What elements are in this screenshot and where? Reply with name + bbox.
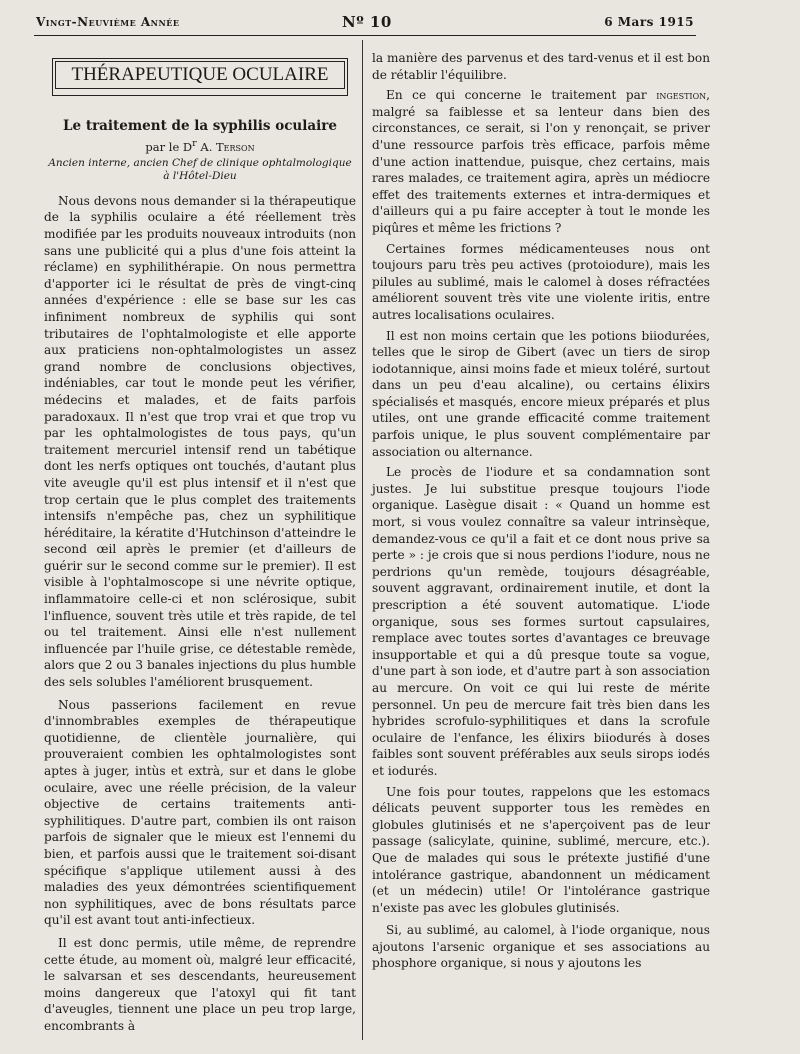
body-paragraph-9: Une fois pour toutes, rappelons que les estomacs délicats peuvent supporter tous les remèdes en globules glutinisés et ne s'aperçoivent pas de leur passage (salicylate, quinine, sublimé, mercure, etc.). Que de malades qui sous le prétexte justifié d'une intolérance gastrique, abandonnent un médicament (et un médecin) utile! Or l'intolérance gastrique n'existe pas avec les globules glutinisés. (372, 784, 710, 915)
issue-date: 6 Mars 1915 (604, 15, 694, 29)
body-paragraph-5 (372, 87, 710, 236)
body-paragraph-6: Certaines formes médicamenteuses nous ont toujours paru très peu actives (protoiodure), mais les pilules au sublimé, mais le calomel à doses réfractées améliorent souvent très vite une violente iritis, entre autres localisations oculaires. (372, 241, 710, 322)
left-column (44, 48, 356, 1035)
volume-label: Vingt-Neuvième Année (36, 15, 180, 29)
header-rule (34, 35, 696, 36)
body-paragraph-7: Il est non moins certain que les potions biiodurées, telles que le sirop de Gibert (avec un tiers de sirop iodotannique, ainsi moins fade et mieux toléré, surtout dans un peu d'eau alcaline), ou certains élixirs spécialisés et masqués, encore mieux préparés et plus utiles, ont une grande efficacité comme traitement parfois unique, le plus souvent complémentaire par association ou alternance. (372, 328, 710, 459)
body-paragraph-8: Le procès de l'iodure et sa condamnation sont justes. Je lui substitue presque toujours l'iode organique. Lasègue disait : « Quand un homme est mort, si vous voulez connaître sa valeur intrinsèque, demandez-vous ce qu'il a fait et ce dont nous prive sa perte » : je crois que si nous perdions l'iodure, nous ne perdrions qu'un remède, toujours désagréable, souvent aggravant, ordinairement inutile, et dont la prescription a été souvent automatique. L'iode organique, sous ses formes surtout capsulaires, remplace avec toutes sortes d'avantages ce breuvage insupportable et qui a dû presque toute sa vogue, d'une part à son iode, et d'autre part à son association au mercure. On voit ce qui lui reste de mérite personnel. Un peu de mercure fait très bien dans les hybrides scrofulo-syphilitiques et dans la scrofule oculaire de l'enfance, les élixirs biiodurés à doses faibles sont souvent préférables aux seuls sirops iodés et iodurés. (372, 465, 710, 778)
right-column (372, 48, 710, 972)
p5-rest: , malgré sa faiblesse et sa lenteur dans bien des circonstances, ce serait, si l'on y renonçait, se priver d'une ressource parfois très efficace, parfois même d'une action inattendue, puisque, chez certains, mais rares malades, ce traitement agira, après un médiocre effet des traitements externes et intra-dermiques et d'ailleurs qui a pu faire accepter à tout le monde les piqûres et même les frictions ? (372, 88, 710, 235)
issue-number: Nº 10 (342, 13, 392, 31)
body-paragraph-4: la manière des parvenus et des tard-venus et il est bon de rétablir l'équilibre. (372, 51, 710, 82)
running-head (36, 14, 694, 32)
byline-sup: r (192, 138, 197, 149)
p5-smallcaps: ingestion (656, 88, 707, 103)
p5-lead: En ce qui concerne le traitement par (386, 88, 657, 103)
author-affiliation-2: à l'Hôtel-Dieu (163, 169, 237, 182)
article-title: Le traitement de la syphilis oculaire (63, 118, 337, 134)
article-byline (44, 138, 356, 154)
body-paragraph-1: Nous devons nous demander si la thérapeutique de la syphilis oculaire a été réellement très modifiée par les produits nouveaux introduits (non sans une publicité qui a plus d'une fois atteint la réclame) en syphilithérapie. On nous permettra d'apporter ici le résultat de près de vingt-cinq années d'expérience : elle se base sur les cas infiniment nombreux de syphilis qui sont tributaires de l'ophtalmologiste et elle apporte aux praticiens non-ophtalmologistes un assez grand nombre de conclusions objectives, indéniables, car tout le monde peut les vérifier, médecins et malades, et de faits parfois paradoxaux. Il n'est que trop vrai et que trop vu par les ophtalmologistes de tous pays, qu'un traitement mercuriel intensif rend un tabétique dont les nerfs optiques ont touchés, d'autant plus vite aveugle qu'il est plus intensif et il n'est que trop certain que le plus complet des traitements intensifs n'empêche pas, chez un syphilitique héréditaire, la kératite d'Hutchinson d'atteindre le second œil après le premier (et d'ailleurs de guérir sur le second comme sur le premier). Il est visible à l'ophtalmoscope si une névrite optique, inflammatoire celle-ci et non sclérosique, subit l'influence, souvent très utile et très rapide, de tel ou tel traitement. Ainsi elle n'est nullement influencée par l'huile grise, ce détestable remède, alors que 2 ou 3 banales injections du plus humble des sels solubles l'améliorent brusquement. (44, 193, 356, 690)
author-affiliation-1: Ancien interne, ancien Chef de clinique ophtalmologique (48, 156, 352, 169)
section-title: THÉRAPEUTIQUE OCULAIRE (55, 61, 345, 89)
section-title-box (52, 58, 348, 96)
author-name: A. Terson (196, 139, 255, 154)
column-divider (362, 40, 363, 1040)
body-paragraph-2: Nous passerions facilement en revue d'innombrables exemples de thérapeutique quotidienne, de clientèle journalière, qui prouveraient combien les ophtalmologistes sont aptes à juger, intùs et extrà, sur et dans le globe oculaire, avec une réelle précision, de la valeur objective de certains traitements anti-syphilitiques. D'autre part, combien ils ont raison parfois de signaler que le mieux est l'ennemi du bien, et parfois aussi que le traitement soi-disant spécifique s'applique utilement aussi à des maladies des yeux démontrées scientifiquement non syphilitiques, avec de bons résultats parce qu'il est avant tout anti-infectieux. (44, 697, 356, 928)
byline-prefix: par le D (145, 139, 193, 154)
body-paragraph-10: Si, au sublimé, au calomel, à l'iode organique, nous ajoutons l'arsenic organique et ses associations au phosphore organique, si nous y ajoutons les (372, 923, 710, 971)
body-paragraph-3: Il est donc permis, utile même, de reprendre cette étude, au moment où, malgré leur efficacité, le salvarsan et ses descendants, heureusement moins dangereux que l'atoxyl qui fit tant d'aveugles, tiennent une place un peu trop large, encombrants à (44, 935, 356, 1033)
